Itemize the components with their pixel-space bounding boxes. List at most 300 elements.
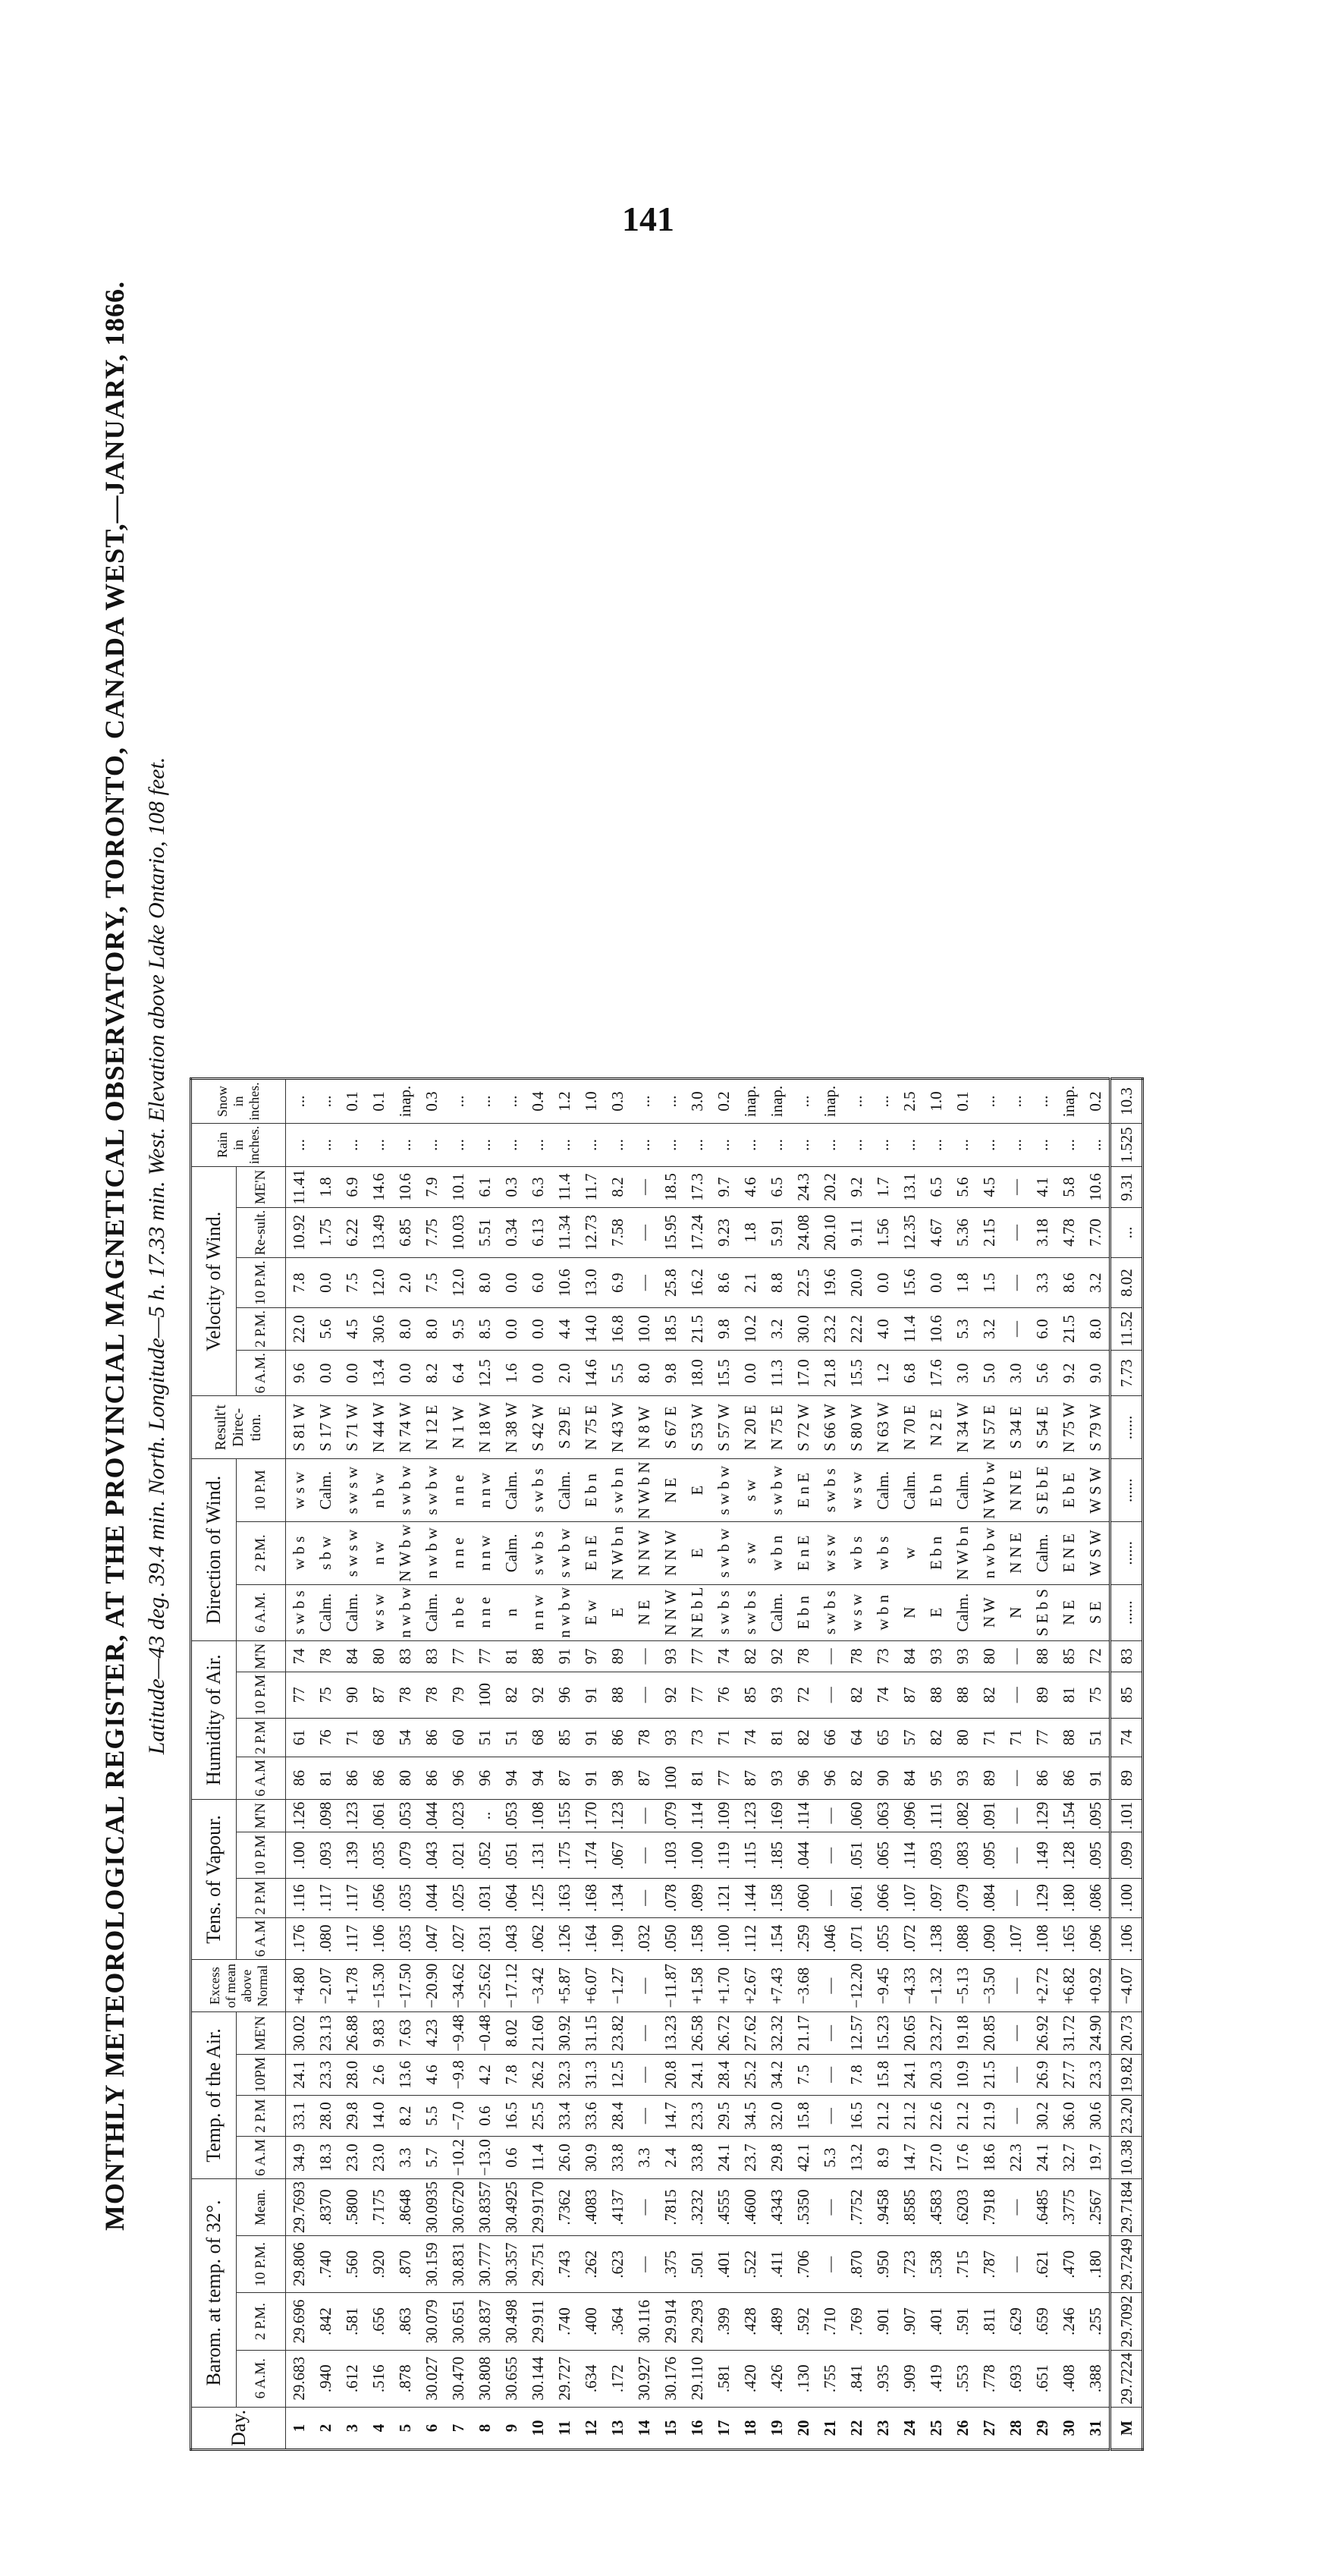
table-cell: .2567 <box>1082 2178 1110 2235</box>
table-cell: 6.22 <box>339 1207 366 1258</box>
table-cell: .158 <box>764 1879 790 1917</box>
table-cell: 1.56 <box>870 1207 897 1258</box>
table-cell: ...... <box>1110 1396 1143 1459</box>
table-cell: n b e <box>445 1584 472 1640</box>
table-cell: 93 <box>658 1718 684 1757</box>
table-cell: s w b s <box>286 1584 313 1640</box>
table-cell: 21.2 <box>897 2096 923 2137</box>
table-cell: .163 <box>551 1879 578 1917</box>
table-cell: 77 <box>684 1640 711 1672</box>
table-cell: .056 <box>366 1879 392 1917</box>
table-cell: 5.0 <box>976 1351 1003 1396</box>
table-cell: 7.5 <box>790 2054 817 2095</box>
table-cell: 30.9 <box>578 2137 605 2179</box>
table-cell: E b n <box>923 1459 950 1522</box>
table-cell: 18.0 <box>684 1351 711 1396</box>
table-cell: 17.0 <box>790 1351 817 1396</box>
table-cell: E b n <box>790 1584 817 1640</box>
table-cell: .126 <box>286 1799 313 1832</box>
table-cell: .522 <box>737 2236 764 2293</box>
table-cell: .7362 <box>551 2178 578 2235</box>
table-cell: 88 <box>923 1672 950 1718</box>
table-cell: 86 <box>286 1757 313 1800</box>
table-cell: 4.5 <box>339 1307 366 1350</box>
table-cell: — <box>817 2054 843 2095</box>
table-cell: 30.651 <box>445 2293 472 2350</box>
table-cell: 20.3 <box>923 2054 950 2095</box>
table-cell: .581 <box>339 2293 366 2350</box>
table-cell: N 43 W <box>605 1396 631 1459</box>
table-cell: .401 <box>711 2236 737 2293</box>
table-cell: 8.8 <box>764 1258 790 1308</box>
table-cell: 87 <box>366 1672 392 1718</box>
table-cell: ... <box>976 1123 1003 1166</box>
table-cell: 6.9 <box>339 1167 366 1207</box>
table-cell: — <box>631 1960 658 2012</box>
table-cell: 12.0 <box>445 1258 472 1308</box>
table-cell: 13.1 <box>897 1167 923 1207</box>
table-cell: N W b N <box>631 1459 658 1522</box>
table-cell: n n e <box>472 1584 498 1640</box>
table-cell: 30.831 <box>445 2236 472 2293</box>
table-cell: s w b s <box>737 1584 764 1640</box>
table-cell: E n E <box>790 1459 817 1522</box>
table-cell: .090 <box>976 1917 1003 1960</box>
table-cell: 42.1 <box>790 2137 817 2179</box>
table-cell: .117 <box>339 1879 366 1917</box>
table-cell: ... <box>870 1123 897 1166</box>
table-cell: 89 <box>976 1757 1003 1800</box>
table-cell: 7.8 <box>286 1258 313 1308</box>
table-cell: N 57 E <box>976 1396 1003 1459</box>
table-cell: .062 <box>525 1917 551 1960</box>
table-cell: 3.2 <box>976 1307 1003 1350</box>
table-cell: .066 <box>870 1879 897 1917</box>
table-cell: 0.6 <box>498 2137 525 2179</box>
table-cell: S 80 W <box>843 1396 870 1459</box>
column-header: ME'N <box>237 1167 286 1207</box>
table-cell: .907 <box>897 2293 923 2350</box>
table-cell: +1.70 <box>711 1960 737 2012</box>
table-cell: 24.08 <box>790 1207 817 1258</box>
table-cell: — <box>1003 1167 1029 1207</box>
table-cell: 86 <box>419 1757 445 1800</box>
table-cell: .612 <box>339 2350 366 2407</box>
table-cell: 30.4925 <box>498 2178 525 2235</box>
table-row <box>578 1079 605 2450</box>
table-cell: — <box>817 1879 843 1917</box>
table-cell: .176 <box>286 1917 313 1960</box>
table-cell: 83 <box>1110 1640 1143 1672</box>
table-cell: 25.5 <box>525 2096 551 2137</box>
table-cell: 9.11 <box>843 1207 870 1258</box>
table-cell: 85 <box>551 1718 578 1757</box>
table-cell: 8.2 <box>419 1351 445 1396</box>
table-cell: .659 <box>1029 2293 1056 2350</box>
table-cell: 3.0 <box>684 1079 711 1123</box>
table-cell: ... <box>1029 1079 1056 1123</box>
table-cell: .7918 <box>976 2178 1003 2235</box>
table-cell: E b E <box>1056 1459 1082 1522</box>
table-cell: 29.683 <box>286 2350 313 2407</box>
table-cell: ... <box>1003 1079 1029 1123</box>
table-cell: 11.52 <box>1110 1307 1143 1350</box>
table-cell: 22.3 <box>1003 2137 1029 2179</box>
table-cell: .164 <box>578 1917 605 1960</box>
table-cell: Calm. <box>498 1522 525 1585</box>
table-cell: .651 <box>1029 2350 1056 2407</box>
table-cell: 3.0 <box>1003 1351 1029 1396</box>
table-cell: .082 <box>950 1799 976 1832</box>
table-cell: 94 <box>525 1757 551 1800</box>
table-cell: .399 <box>711 2293 737 2350</box>
table-cell: ... <box>578 1123 605 1166</box>
table-cell: −4.07 <box>1110 1960 1143 2012</box>
table-cell: 29.7092 <box>1110 2293 1143 2350</box>
table-cell: .870 <box>843 2236 870 2293</box>
table-cell: 20.10 <box>817 1207 843 1258</box>
table-cell: .027 <box>445 1917 472 1960</box>
table-cell: E b n <box>923 1522 950 1585</box>
table-cell: 11.4 <box>897 1307 923 1350</box>
table-cell: 0.0 <box>498 1307 525 1350</box>
table-cell: 8.2 <box>605 1167 631 1207</box>
table-cell: 6.0 <box>1029 1307 1056 1350</box>
table-cell: 7.70 <box>1082 1207 1110 1258</box>
table-cell: w b s <box>870 1522 897 1585</box>
table-cell: s w b s <box>817 1584 843 1640</box>
table-cell: ... <box>870 1079 897 1123</box>
table-cell: 26.2 <box>525 2054 551 2095</box>
rotated-page <box>99 61 1236 2451</box>
table-cell: .787 <box>976 2236 1003 2293</box>
table-cell: .489 <box>764 2293 790 2350</box>
table-cell: N 20 E <box>737 1396 764 1459</box>
table-cell: 1.0 <box>578 1079 605 1123</box>
table-cell: — <box>1003 2096 1029 2137</box>
table-row <box>631 1079 658 2450</box>
table-cell: .262 <box>578 2236 605 2293</box>
table-cell: inap. <box>764 1079 790 1123</box>
table-cell: ... <box>445 1079 472 1123</box>
table-cell: 74 <box>737 1718 764 1757</box>
table-cell: 15.5 <box>711 1351 737 1396</box>
table-cell: .095 <box>976 1832 1003 1879</box>
table-cell: S 54 E <box>1029 1396 1056 1459</box>
table-cell: 1.6 <box>498 1351 525 1396</box>
table-cell: 13.49 <box>366 1207 392 1258</box>
table-cell: 15.8 <box>870 2054 897 2095</box>
table-cell: ... <box>419 1123 445 1166</box>
table-cell: N W b n <box>950 1522 976 1585</box>
table-cell: 13.4 <box>366 1351 392 1396</box>
table-cell: 74 <box>286 1640 313 1672</box>
table-cell: 57 <box>897 1718 923 1757</box>
day-cell: 26 <box>950 2407 976 2449</box>
day-cell: 9 <box>498 2407 525 2449</box>
table-cell: s w b w <box>764 1459 790 1522</box>
table-cell: 0.4 <box>525 1079 551 1123</box>
table-cell: .4343 <box>764 2178 790 2235</box>
table-cell: ... <box>525 1123 551 1166</box>
table-cell: .061 <box>366 1799 392 1832</box>
table-cell: .3775 <box>1056 2178 1082 2235</box>
table-cell: 51 <box>1082 1718 1110 1757</box>
table-cell: .149 <box>1029 1832 1056 1879</box>
table-cell: .053 <box>392 1799 419 1832</box>
table-cell: 0.3 <box>605 1079 631 1123</box>
table-cell: ... <box>658 1079 684 1123</box>
table-row <box>817 1079 843 2450</box>
table-cell: 96 <box>445 1757 472 1800</box>
table-cell: −12.20 <box>843 1960 870 2012</box>
table-cell: 29.7693 <box>286 2178 313 2235</box>
table-cell: 9.2 <box>843 1167 870 1207</box>
table-cell: .901 <box>870 2293 897 2350</box>
table-cell: 78 <box>419 1672 445 1718</box>
table-cell: .128 <box>1056 1832 1082 1879</box>
table-cell: 30.159 <box>419 2236 445 2293</box>
table-cell: .043 <box>419 1832 445 1879</box>
table-cell: −4.33 <box>897 1960 923 2012</box>
table-cell: 10.1 <box>445 1167 472 1207</box>
table-cell: 14.0 <box>578 1307 605 1350</box>
table-cell: 100 <box>472 1672 498 1718</box>
table-cell: .6203 <box>950 2178 976 2235</box>
table-cell: — <box>817 1799 843 1832</box>
table-cell: .155 <box>551 1799 578 1832</box>
table-cell: ... <box>1082 1123 1110 1166</box>
table-cell: 10.0 <box>631 1307 658 1350</box>
table-cell: .108 <box>1029 1917 1056 1960</box>
table-cell: ... <box>923 1123 950 1166</box>
table-cell: 89 <box>1110 1757 1143 1800</box>
table-cell: −1.27 <box>605 1960 631 2012</box>
table-cell: ... <box>605 1123 631 1166</box>
table-cell: 12.35 <box>897 1207 923 1258</box>
table-cell: N 75 W <box>1056 1396 1082 1459</box>
table-cell: 31.72 <box>1056 2012 1082 2055</box>
table-cell: .364 <box>605 2293 631 2350</box>
table-cell: −34.62 <box>445 1960 472 2012</box>
group-header: Day. <box>191 2407 286 2449</box>
table-cell: 71 <box>1003 1718 1029 1757</box>
table-cell: s w b w <box>711 1459 737 1522</box>
table-cell: 83 <box>392 1640 419 1672</box>
table-cell: +2.72 <box>1029 1960 1056 2012</box>
table-cell: ... <box>790 1079 817 1123</box>
table-cell: 8.0 <box>631 1351 658 1396</box>
table-cell: 8.0 <box>392 1307 419 1350</box>
table-cell: 8.02 <box>1110 1258 1143 1308</box>
table-cell: E n E <box>790 1522 817 1585</box>
table-cell: 33.1 <box>286 2096 313 2137</box>
table-cell: 18.5 <box>658 1167 684 1207</box>
column-header: 6 A.M. <box>237 2350 286 2407</box>
day-cell: 31 <box>1082 2407 1110 2449</box>
table-cell: 24.1 <box>684 2054 711 2095</box>
table-cell: .. <box>472 1799 498 1832</box>
table-cell: ... <box>366 1123 392 1166</box>
table-cell: .501 <box>684 2236 711 2293</box>
table-row <box>950 1079 976 2450</box>
table-cell: ... <box>1029 1123 1056 1166</box>
table-cell: 82 <box>843 1672 870 1718</box>
table-cell: .139 <box>339 1832 366 1879</box>
table-cell: 0.0 <box>339 1351 366 1396</box>
day-cell: 12 <box>578 2407 605 2449</box>
table-cell: +4.80 <box>286 1960 313 2012</box>
table-cell: .629 <box>1003 2293 1029 2350</box>
table-cell: 32.0 <box>764 2096 790 2137</box>
table-cell: 24.1 <box>897 2054 923 2095</box>
column-header: 2 P.M. <box>237 1522 286 1585</box>
table-cell: 7.9 <box>419 1167 445 1207</box>
table-cell: 85 <box>737 1672 764 1718</box>
table-cell: 30.6 <box>366 1307 392 1350</box>
table-cell: N <box>1003 1584 1029 1640</box>
table-cell: 3.0 <box>950 1351 976 1396</box>
table-row <box>498 1079 525 2450</box>
table-cell: 10.6 <box>392 1167 419 1207</box>
table-cell: 84 <box>897 1640 923 1672</box>
table-cell: 51 <box>472 1718 498 1757</box>
table-cell: S 71 W <box>339 1396 366 1459</box>
table-cell: 17.3 <box>684 1167 711 1207</box>
table-cell: E <box>684 1522 711 1585</box>
table-cell: .067 <box>605 1832 631 1879</box>
table-cell: 28.4 <box>605 2096 631 2137</box>
day-cell: 27 <box>976 2407 1003 2449</box>
table-cell: 81 <box>764 1718 790 1757</box>
table-cell: 32.7 <box>1056 2137 1082 2179</box>
table-cell: 1.2 <box>870 1351 897 1396</box>
page-number: 141 <box>622 200 674 238</box>
table-cell: .4137 <box>605 2178 631 2235</box>
table-cell: 9.31 <box>1110 1167 1143 1207</box>
table-cell: 29.5 <box>711 2096 737 2137</box>
table-cell: .121 <box>711 1879 737 1917</box>
table-cell: w b n <box>870 1584 897 1640</box>
table-cell: .064 <box>498 1879 525 1917</box>
table-cell: 86 <box>1029 1757 1056 1800</box>
table-cell: Calm. <box>897 1459 923 1522</box>
table-cell: 1.0 <box>923 1079 950 1123</box>
table-cell: ... <box>897 1123 923 1166</box>
table-cell: 77 <box>286 1672 313 1718</box>
table-cell: .035 <box>392 1879 419 1917</box>
table-cell: .080 <box>313 1917 339 1960</box>
table-cell: 72 <box>1082 1640 1110 1672</box>
table-cell: 12.73 <box>578 1207 605 1258</box>
table-cell: ... <box>843 1079 870 1123</box>
table-cell: 6.0 <box>525 1258 551 1308</box>
table-row <box>525 1079 551 2450</box>
table-cell: ... <box>445 1123 472 1166</box>
table-cell: .154 <box>764 1917 790 1960</box>
table-cell: .089 <box>684 1879 711 1917</box>
table-cell: 11.41 <box>286 1167 313 1207</box>
table-cell: .4555 <box>711 2178 737 2235</box>
column-header: 6 A.M <box>237 1917 286 1960</box>
group-header: Snow in inches. <box>191 1079 286 1123</box>
table-cell: .401 <box>923 2293 950 2350</box>
table-cell: .710 <box>817 2293 843 2350</box>
table-cell: N <box>897 1584 923 1640</box>
table-cell: .811 <box>976 2293 1003 2350</box>
table-cell: 7.75 <box>419 1207 445 1258</box>
table-cell: 0.2 <box>711 1079 737 1123</box>
table-cell: — <box>1003 1640 1029 1672</box>
table-cell: .116 <box>286 1879 313 1917</box>
table-cell: 0.34 <box>498 1207 525 1258</box>
table-cell: s w <box>737 1459 764 1522</box>
table-cell: 30.0935 <box>419 2178 445 2235</box>
table-cell: .096 <box>1082 1917 1110 1960</box>
table-cell: 1.8 <box>737 1207 764 1258</box>
table-cell: .420 <box>737 2350 764 2407</box>
table-cell: .180 <box>1056 1879 1082 1917</box>
table-cell: n n e <box>445 1459 472 1522</box>
table-cell: .084 <box>976 1879 1003 1917</box>
table-cell: 71 <box>711 1718 737 1757</box>
table-cell: — <box>817 1832 843 1879</box>
table-cell: .100 <box>1110 1879 1143 1917</box>
table-cell: .117 <box>339 1917 366 1960</box>
table-cell: .123 <box>605 1799 631 1832</box>
day-cell: 14 <box>631 2407 658 2449</box>
group-header-row <box>191 1079 237 2450</box>
table-cell: 4.78 <box>1056 1207 1082 1258</box>
table-cell: n n w <box>472 1459 498 1522</box>
table-cell: 82 <box>737 1640 764 1672</box>
table-cell: 29.9170 <box>525 2178 551 2235</box>
table-cell: N N W <box>658 1522 684 1585</box>
table-cell: inap. <box>737 1079 764 1123</box>
table-cell: +6.82 <box>1056 1960 1082 2012</box>
table-cell: 10.9 <box>950 2054 976 2095</box>
table-cell: S E b E <box>1029 1459 1056 1522</box>
column-header: 2 P.M. <box>237 1307 286 1350</box>
table-cell: S E b S <box>1029 1584 1056 1640</box>
table-cell: 31.3 <box>578 2054 605 2095</box>
table-cell: .769 <box>843 2293 870 2350</box>
table-cell: .940 <box>313 2350 339 2407</box>
day-cell: 24 <box>897 2407 923 2449</box>
table-cell: 36.0 <box>1056 2096 1082 2137</box>
column-header: 2 P.M <box>237 2096 286 2137</box>
table-cell: 54 <box>392 1718 419 1757</box>
column-header: 10 P.M <box>237 1459 286 1522</box>
table-cell: 82 <box>923 1718 950 1757</box>
table-cell: 30.92 <box>551 2012 578 2055</box>
table-cell: 5.6 <box>950 1167 976 1207</box>
table-cell: — <box>1003 1258 1029 1308</box>
table-row <box>870 1079 897 2450</box>
table-cell: .100 <box>711 1917 737 1960</box>
table-cell: N E b L <box>684 1584 711 1640</box>
table-row <box>843 1079 870 2450</box>
column-header: 6 A.M <box>237 2137 286 2179</box>
table-cell: 24.3 <box>790 1167 817 1207</box>
table-cell: w b n <box>764 1522 790 1585</box>
table-cell: 5.8 <box>1056 1167 1082 1207</box>
table-cell: E <box>684 1459 711 1522</box>
table-cell: 16.5 <box>843 2096 870 2137</box>
table-cell: 6.5 <box>764 1167 790 1207</box>
table-cell: S 42 W <box>525 1396 551 1459</box>
table-cell: .044 <box>419 1879 445 1917</box>
